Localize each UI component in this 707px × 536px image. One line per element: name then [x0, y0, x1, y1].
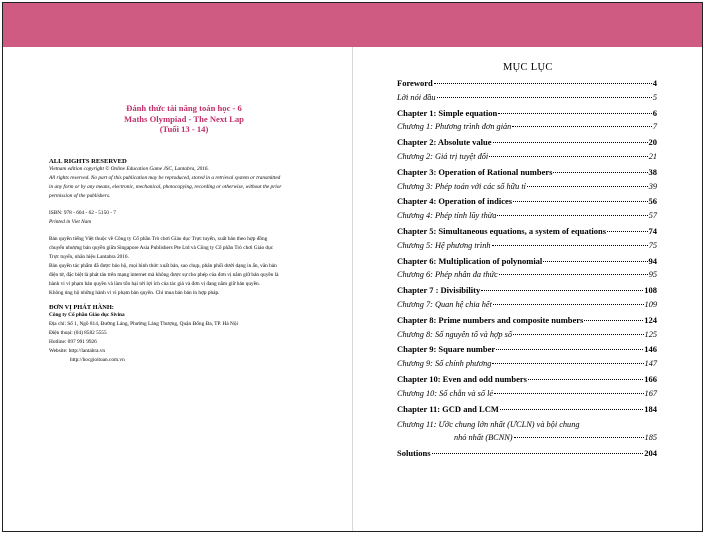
- dot-leader: [493, 304, 644, 305]
- toc-entry[interactable]: [397, 196, 657, 211]
- rights-heading: ALL RIGHTS RESERVED: [49, 157, 127, 165]
- isbn: ISBN: 978 - 604 - 62 - 5150 - 7: [49, 209, 116, 216]
- toc-entry[interactable]: [397, 344, 657, 359]
- toc-entry-title: Chương 4: Phép tính lũy thừa: [397, 211, 497, 221]
- rights-line: in any form or by any means, electronic, mechanical, photocopying, recording or otherwise, without the prior: [49, 183, 282, 190]
- toc-entry-page: 57: [648, 211, 657, 221]
- vn-rights-line: chuyển nhượng bản quyền giữa Singapore Asia Publishers Pte Ltd và Công ty Cổ phần Trò chơi Giáo dục: [49, 244, 274, 251]
- dot-leader: [492, 245, 648, 246]
- toc-entry-page: 124: [644, 314, 657, 325]
- toc-entry-title: Chương 10: Số chẵn và số lẻ: [397, 388, 494, 398]
- toc-entry-page: 75: [648, 240, 657, 250]
- page-gutter: [352, 47, 353, 532]
- toc-entry-title: Chapter 3: Operation of Rational numbers: [397, 166, 553, 177]
- vn-rights-line: Không ủng hộ những hành vi vi phạm bản quyền. Chỉ mua bán bản in hợp pháp.: [49, 289, 220, 296]
- title-line: Đánh thức tài năng toán học - 6: [126, 103, 242, 113]
- toc-entry[interactable]: [397, 359, 657, 374]
- toc-entry-title: Chapter 8: Prime numbers and composite numbers: [397, 314, 584, 325]
- dot-leader: [496, 349, 643, 350]
- toc-entry[interactable]: [397, 256, 657, 271]
- toc-entry-page: 166: [644, 373, 657, 384]
- toc-entry-page: 4: [652, 78, 657, 88]
- toc-entry-title: Chương 8: Số nguyên tố và hợp số: [397, 329, 513, 339]
- toc-entry-title: Foreword: [397, 78, 433, 88]
- dot-leader: [584, 320, 643, 321]
- dot-leader: [494, 393, 643, 394]
- toc-entry[interactable]: [397, 182, 657, 197]
- toc-entry[interactable]: [397, 93, 657, 108]
- toc-entry[interactable]: [397, 374, 657, 389]
- dot-leader: [512, 126, 652, 127]
- toc-entry-title: Chương 11: Ước chung lớn nhất (ƯCLN) và bội chung: [397, 420, 580, 430]
- toc-title: MỤC LỤC: [503, 62, 553, 73]
- toc-entry-page: 6: [652, 107, 657, 118]
- dot-leader: [553, 172, 647, 173]
- toc-entry[interactable]: [397, 389, 657, 404]
- toc-entry[interactable]: [397, 285, 657, 300]
- publisher-website-2: http://hocgioitoan.com.vn: [70, 356, 125, 363]
- dot-leader: [498, 113, 652, 114]
- toc-entry-title-cont: nhỏ nhất (BCNN): [454, 433, 513, 443]
- dot-leader: [514, 437, 644, 438]
- toc-entry[interactable]: [397, 270, 657, 285]
- toc-entry-page: 94: [648, 255, 657, 266]
- toc-entry-page: 95: [648, 270, 657, 280]
- toc-entry-page: 38: [648, 166, 657, 177]
- vn-rights-line: Bản quyền tác phẩm đã được bảo hộ, mọi hình thức xuất bản, sao chụp, phân phối dưới dạng in ấn, văn bản: [49, 262, 277, 269]
- dot-leader: [497, 215, 647, 216]
- toc-entry-page: 109: [644, 299, 657, 309]
- publisher-heading: ĐƠN VỊ PHÁT HÀNH:: [49, 303, 114, 311]
- dot-leader: [492, 363, 643, 364]
- vn-rights-line: Trực tuyến, nhãn hiệu Lantabra 2016.: [49, 253, 129, 260]
- toc-entry-title: Chương 1: Phương trình đơn giản: [397, 122, 512, 132]
- publisher-address: Địa chỉ: Số 1, Ngõ 814, Đường Láng, Phường Láng Thượng, Quận Đống Đa, TP. Hà Nội: [49, 320, 238, 327]
- toc-entry-page: 125: [644, 329, 657, 339]
- toc-entry-page: 147: [644, 359, 657, 369]
- copyright-page: [49, 103, 311, 365]
- toc-entry-title: Chapter 9: Square number: [397, 344, 496, 355]
- toc-entry-title: Chương 6: Phép nhân đa thức: [397, 270, 498, 280]
- toc-entry-page: 5: [652, 92, 657, 102]
- toc-entry[interactable]: [397, 137, 657, 152]
- dot-leader: [527, 186, 648, 187]
- dot-leader: [434, 83, 652, 84]
- toc-entry-title: Chapter 4: Operation of indices: [397, 196, 513, 207]
- toc-entry-page: 20: [648, 137, 657, 148]
- toc-entry-page: 108: [644, 285, 657, 296]
- printed-in: Printed in Viet Nam: [49, 218, 92, 225]
- dot-leader: [489, 156, 647, 157]
- toc-entry[interactable]: [397, 241, 657, 256]
- toc-entry-page: 21: [648, 151, 657, 161]
- toc-entry-title: Chapter 1: Simple equation: [397, 107, 498, 118]
- toc-entry-title: Chương 2: Giá trị tuyệt đối: [397, 151, 489, 161]
- toc-entry[interactable]: [397, 78, 657, 93]
- toc-entry-page: 185: [644, 433, 657, 443]
- dot-leader: [437, 97, 652, 98]
- toc-entry[interactable]: [397, 226, 657, 241]
- toc-entry-wrapped[interactable]: [397, 418, 657, 448]
- toc-entry[interactable]: [397, 152, 657, 167]
- rights-line: Vietnam edition copyright © Online Education Game JSC, Lantabra, 2016.: [49, 165, 209, 172]
- dot-leader: [543, 261, 647, 262]
- dot-leader: [513, 334, 644, 335]
- publisher-name: Công ty Cổ phần Giáo dục Sivina: [49, 311, 125, 318]
- toc-entry-page: 39: [648, 181, 657, 191]
- dot-leader: [500, 409, 643, 410]
- toc-entry[interactable]: [397, 167, 657, 182]
- dot-leader: [607, 231, 647, 232]
- toc-entry[interactable]: [397, 122, 657, 137]
- toc-entry-page: 184: [644, 403, 657, 414]
- toc-entry-page: 74: [648, 225, 657, 236]
- toc-entry-title: Chapter 2: Absolute value: [397, 137, 492, 148]
- dot-leader: [481, 290, 643, 291]
- toc-entry[interactable]: [397, 404, 657, 419]
- toc-entry-page: 204: [644, 447, 657, 458]
- toc-entry-title: Chương 3: Phép toán với các số hữu tỉ: [397, 181, 526, 191]
- toc-entry[interactable]: [397, 315, 657, 330]
- toc-entry-title: Chapter 5: Simultaneous equations, a system of equations: [397, 225, 607, 236]
- toc-entry-page: 167: [644, 388, 657, 398]
- dot-leader: [499, 274, 648, 275]
- toc-entry-continuation: [397, 433, 657, 448]
- page-spread: [2, 2, 703, 532]
- toc-entry[interactable]: [397, 211, 657, 226]
- toc-entry-page: 56: [648, 196, 657, 207]
- dot-leader: [528, 379, 643, 380]
- header-band: [3, 3, 702, 47]
- toc-entry-title: Chapter 10: Even and odd numbers: [397, 373, 527, 384]
- toc-entry[interactable]: [397, 330, 657, 345]
- toc-entry-title: Chapter 6: Multiplication of polynomial: [397, 255, 543, 266]
- toc-entry[interactable]: [397, 108, 657, 123]
- toc-entry-title: Chapter 11: GCD and LCM: [397, 403, 499, 414]
- dot-leader: [513, 201, 647, 202]
- book-title: [57, 103, 311, 135]
- rights-line: All rights reserved. No part of this publication may be reproduced, stored in a retrieval system or transmitted: [49, 174, 281, 181]
- toc-entry-page: 7: [652, 122, 657, 132]
- toc-entry[interactable]: [397, 448, 657, 463]
- title-line: (Tuổi 13 - 14): [159, 124, 209, 134]
- table-of-contents: [397, 78, 657, 463]
- vn-rights-line: hành vi vi phạm bản quyền và làm tổn hại tới lợi ích của tác giả và đơn vị đang nắm giữ bản quyền.: [49, 280, 261, 287]
- rights-line: permission of the publishers.: [49, 192, 111, 199]
- dot-leader: [493, 142, 648, 143]
- publisher-hotline: Hotline: 097 991 9926: [49, 338, 97, 345]
- toc-entry[interactable]: [397, 300, 657, 315]
- vn-rights-line: Bản quyền tiếng Việt thuộc về Công ty Cổ phần Trò chơi Giáo dục Trực tuyến, xuất bản theo hợp đồng: [49, 235, 268, 242]
- toc-entry-title: Solutions: [397, 447, 431, 458]
- toc-entry-title: Lời nói đầu: [397, 92, 436, 102]
- toc-entry-title: Chương 9: Số chính phương: [397, 359, 492, 369]
- toc-entry-title: Chương 5: Hệ phương trình: [397, 240, 491, 250]
- publisher-website: Website: http://lantabra.vn: [49, 347, 106, 354]
- publisher-phone: Điện thoại: (04) 8582 5555: [49, 329, 107, 336]
- toc-entry-page: 146: [644, 344, 657, 355]
- toc-entry-title: Chương 7: Quan hệ chia hết: [397, 299, 492, 309]
- toc-entry-title: Chapter 7 : Divisibility: [397, 285, 481, 296]
- vn-rights-line: điện tử, đặc biệt là phát tán trên mạng internet mà không được sự cho phép của đơn vị nắm giữ bản quyền là: [49, 271, 279, 278]
- title-line: Maths Olympiad - The Next Lap: [124, 113, 244, 124]
- dot-leader: [432, 453, 644, 454]
